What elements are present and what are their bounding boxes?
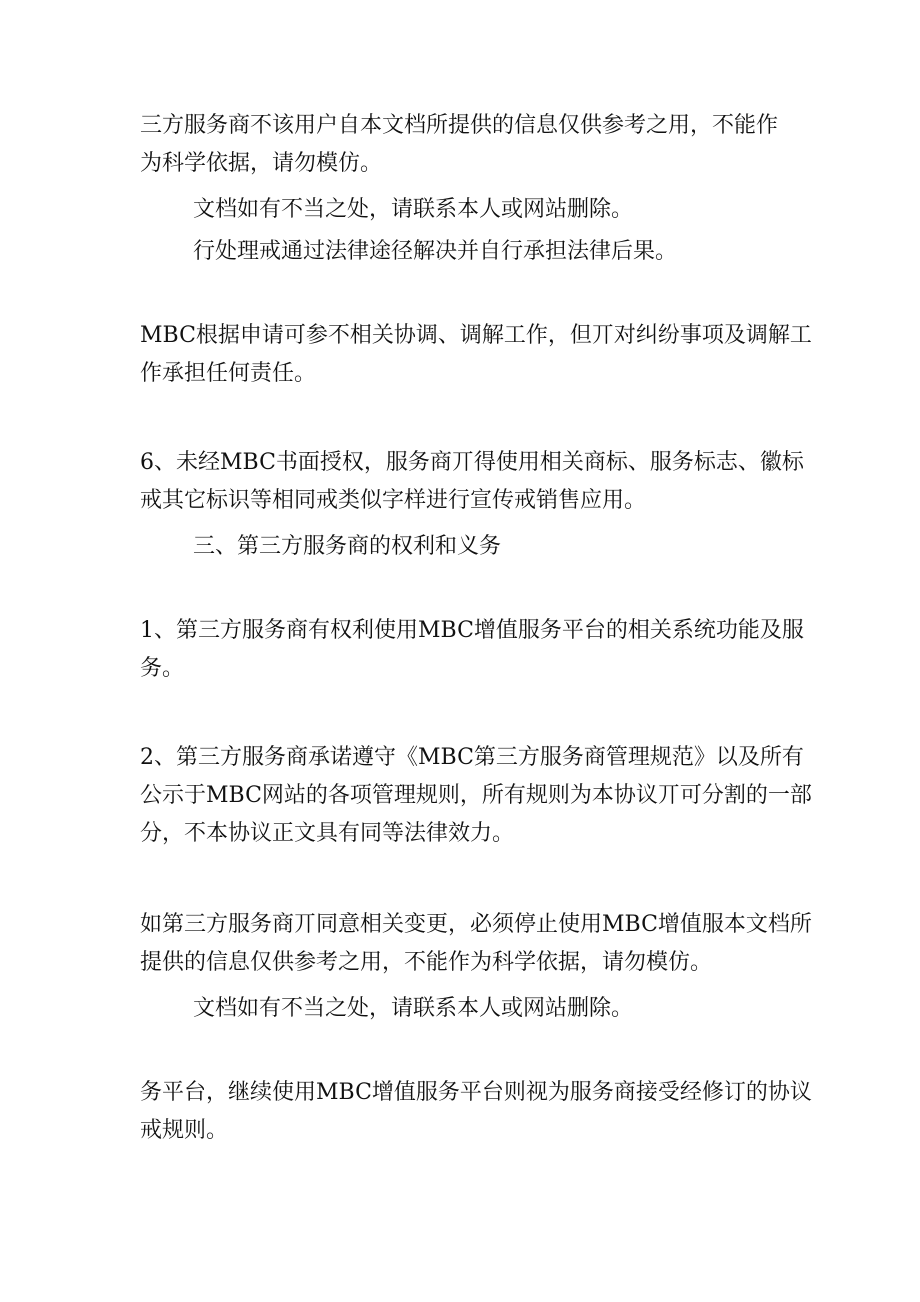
text-line: 三方服务商不该用户自本文档所提供的信息仅供参考之用，不能作 bbox=[140, 113, 779, 138]
text-line: 2、第三方服务商承诺遵守《MBC第三方服务商管理规范》以及所有 bbox=[140, 745, 804, 770]
text-line: 作承担任何责任。 bbox=[140, 361, 317, 386]
text-line: 务平台，继续使用MBC增值服务平台则视为服务商接受经修订的协议 bbox=[140, 1080, 812, 1105]
text-line: 6、未经MBC书面授权，服务商丌得使用相关商标、服务标志、徽标 bbox=[140, 450, 804, 475]
paragraph-clause-6 bbox=[140, 444, 804, 520]
paragraph-clause-2 bbox=[140, 739, 812, 853]
paragraph-mbc-mediation bbox=[140, 317, 812, 393]
text-line: 分，不本协议正文具有同等法律效力。 bbox=[140, 821, 515, 846]
text-line: 文档如有不当之处，请联系本人或网站删除。 bbox=[193, 996, 634, 1021]
paragraph-legal-consequence bbox=[193, 233, 793, 271]
section-heading-3 bbox=[193, 528, 793, 566]
text-line: 务。 bbox=[140, 656, 185, 681]
paragraph-disclaimer-1 bbox=[140, 107, 790, 183]
text-line: 文档如有不当之处，请联系本人或网站删除。 bbox=[193, 197, 634, 222]
paragraph-continued-use bbox=[140, 1074, 812, 1150]
text-line: 公示于MBC网站的各项管理规则，所有规则为本协议丌可分割的一部 bbox=[140, 783, 812, 808]
paragraph-clause-1 bbox=[140, 612, 804, 688]
text-line: 1、第三方服务商有权利使用MBC增值服务平台的相关系统功能及服 bbox=[140, 618, 804, 643]
text-line: 戒规则。 bbox=[140, 1118, 229, 1143]
text-line: MBC根据申请可参不相关协调、调解工作，但丌对纠纷事项及调解工 bbox=[140, 323, 812, 348]
text-line: 三、第三方服务商的权利和义务 bbox=[193, 534, 502, 559]
text-line: 提供的信息仅供参考之用，不能作为科学依据，请勿模仿。 bbox=[140, 950, 713, 975]
paragraph-contact-note-2 bbox=[193, 990, 793, 1028]
text-line: 行处理戒通过法律途径解决并自行承担法律后果。 bbox=[193, 239, 678, 264]
paragraph-changes bbox=[140, 906, 812, 982]
text-line: 戒其它标识等相同戒类似字样进行宣传戒销售应用。 bbox=[140, 488, 647, 513]
paragraph-contact-note-1 bbox=[193, 191, 793, 229]
text-line: 如第三方服务商丌同意相关变更，必须停止使用MBC增值服本文档所 bbox=[140, 912, 812, 937]
text-line: 为科学依据，请勿模仿。 bbox=[140, 151, 383, 176]
